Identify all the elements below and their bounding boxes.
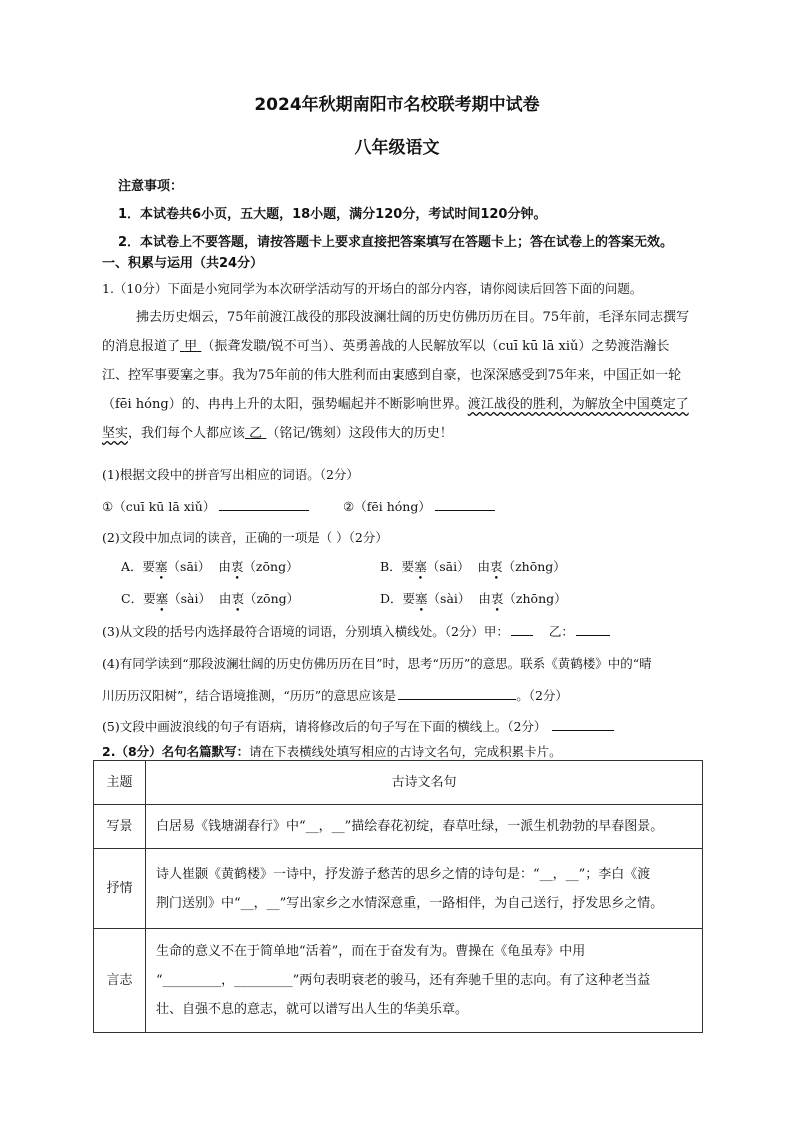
question-1-intro: 1.（10分）下面是小宛同学为本次研学活动写的开场白的部分内容，请你阅读后回答下面的问题。 [102, 281, 643, 296]
notice-item-2: 2．本试卷上不要答题，请按答题卡上要求直接把答案填写在答题卡上；答在试卷上的答案无效。 [118, 235, 674, 250]
answer-blank-jia[interactable] [511, 623, 533, 636]
table-row [94, 929, 703, 1033]
row-theme-scenery: 写景 [94, 805, 146, 849]
section-heading: 一、积累与运用（共24分） [102, 256, 264, 271]
exam-title: 2024年秋期南阳市名校联考期中试卷 [254, 95, 540, 115]
subquestion-1-b: ②（fēi hóng） [343, 497, 495, 515]
passage-text-1: 拂去历史烟云，75年前渡江战役的那段波澜壮阔的历史仿佛历历在目。75年前，毛泽东同志撰写的消息报道了 [102, 310, 690, 354]
header-theme: 主题 [94, 761, 146, 805]
subquestion-4-line2: 川历历汉阳树”，结合语境推测，“历历”的意思应该是 。（2分） [102, 688, 568, 703]
passage-text-6: （铭记/镌刻）这段伟大的历史！ [266, 426, 453, 441]
dotted-char-zhong: 衷 • [392, 368, 405, 383]
row-text-ambition: 生命的意义不在于简单地“活着”，而在于奋发有为。曹操在《龟虽寿》中用 “_________，_________”两句表明衰老的骏马，还有奔驰千里的志向。有了这种老当益 壮、自强不息的意志，就可以谱写出人生的华美乐章。 [146, 929, 703, 1033]
row-theme-emotion: 抒情 [94, 849, 146, 929]
option-c[interactable]: C．要塞（sài） 由衷（zōng） [121, 591, 300, 606]
answer-blank-1b[interactable] [435, 498, 495, 511]
subquestion-1-a: ①（cuī kū lā xiǔ） [102, 497, 309, 515]
passage-text-4: 感到自豪，也深深感受到75年来，中国正如一轮（fēi hóng）的、冉冉上升的太阳，强势崛起并不断影响世界。 [102, 368, 682, 412]
passage-text-3: 之事。我为75年前的伟大胜利而 [193, 368, 379, 383]
option-d[interactable]: D．要塞（sài） 由衷（zhōng） [380, 591, 567, 606]
blank-jia: 甲 [184, 339, 198, 354]
subquestion-5: (5)文段中画波浪线的句子有语病，请将修改后的句子写在下面的横线上。（2分） [102, 717, 614, 735]
subquestion-3: (3)从文段的括号内选择最符合语境的词语，分别填入横线处。（2分）甲： 乙： [102, 622, 610, 640]
row-text-emotion: 诗人崔颢《黄鹤楼》一诗中，抒发游子愁苦的思乡之情的诗句是：“__，__”；李白《渡 荆门送别》中“__，__”写出家乡之水情深意重，一路相伴，为自己送行，抒发思乡之情。 [146, 849, 703, 929]
table-row [94, 805, 703, 849]
blank-yi: 乙 [249, 426, 263, 441]
answer-blank-5[interactable] [552, 718, 614, 731]
answer-blank-4[interactable] [398, 687, 516, 700]
char-you: 由 [378, 368, 392, 383]
notice-item-1: 1．本试卷共6小页，五大题，18小题，满分120分，考试时间120分钟。 [118, 207, 547, 222]
passage-text-2: （振聋发聩/锐不可当）、英勇善战的人民解放军以（cuī kū lā xiǔ）之势渡浩瀚长江、控军事要 [102, 339, 670, 383]
subquestion-2: (2)文段中加点词的读音，正确的一项是（ ）（2分） [102, 530, 388, 545]
question-2-intro: 2.（8分）名句名篇默写：请在下表横线处填写相应的古诗文名句，完成积累卡片。 [102, 744, 562, 759]
option-a[interactable]: A．要塞（sāi） 由衷（zōng） [121, 559, 299, 574]
option-b[interactable]: B．要塞（sāi） 由衷（zhōng） [380, 559, 566, 574]
notice-heading: 注意事项： [118, 179, 184, 194]
wavy-sentence: 渡江战役的胜利，为解放全中国奠定了坚实 [102, 397, 689, 441]
question-1-passage [102, 303, 692, 448]
row-theme-ambition: 言志 [94, 929, 146, 1033]
answer-blank-1a[interactable] [219, 498, 309, 511]
exam-subject: 八年级语文 [354, 138, 440, 158]
row-text-scenery: 白居易《钱塘湖春行》中“__，__”描绘春花初绽，春草吐绿，一派生机勃勃的早春图景。 [146, 805, 703, 849]
table-row [94, 849, 703, 929]
dotted-char-sai: 塞 • [180, 368, 193, 383]
subquestion-4-line1: (4)有同学读到“那段波澜壮阔的历史仿佛历历在目”时，思考“历历”的意思。联系《黄鹤楼》中的“晴 [102, 656, 652, 671]
header-verses: 古诗文名句 [146, 761, 703, 805]
subquestion-1: (1)根据文段中的拼音写出相应的词语。（2分） [102, 467, 359, 482]
table-header-row [94, 761, 703, 805]
passage-text-5: ，我们每个人都应该 [128, 426, 246, 441]
answer-blank-yi[interactable] [576, 623, 610, 636]
poetry-table [93, 760, 703, 1033]
